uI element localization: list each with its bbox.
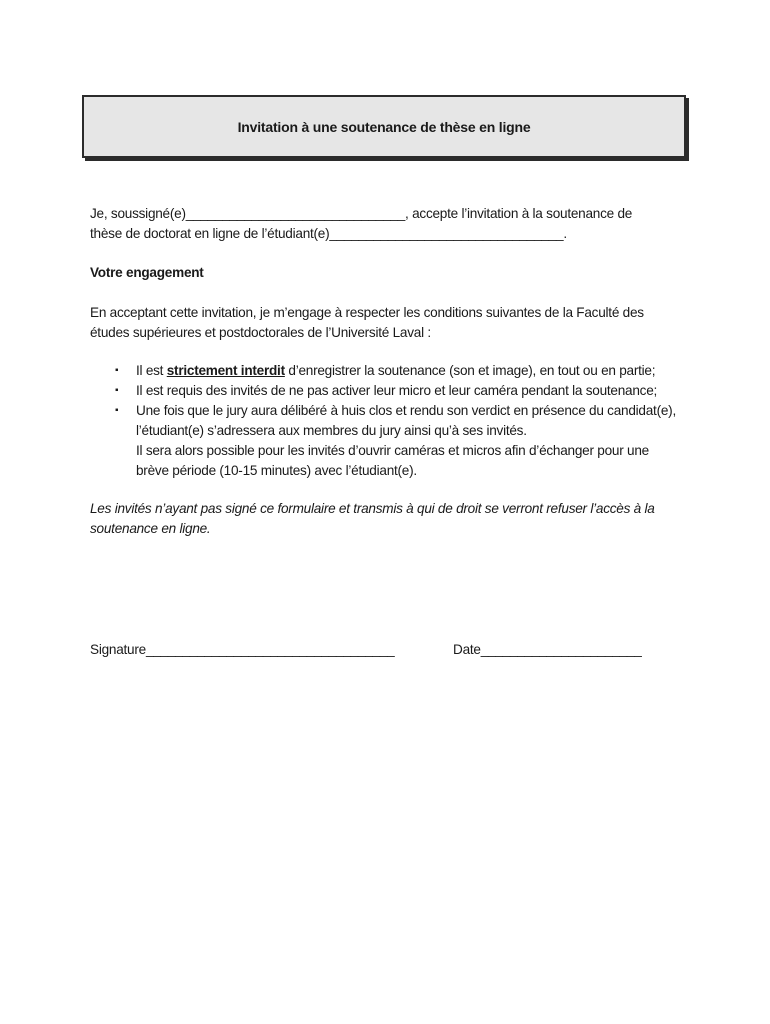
bullet-icon: ▪ xyxy=(115,405,119,416)
intro-paragraph xyxy=(90,204,680,244)
condition-text-after: d’enregistrer la soutenance (son et image), en tout ou en partie; xyxy=(284,363,656,378)
signature-field: Signature__________________________________ xyxy=(90,642,395,657)
date-field: Date______________________ xyxy=(453,642,642,657)
condition-text-line-2: Il sera alors possible pour les invités d’ouvrir caméras et micros afin d’échanger pour une brève période (10-15 minutes) avec l’étudiant(e). xyxy=(136,443,649,478)
bullet-icon: ▪ xyxy=(115,385,119,396)
document-body xyxy=(90,204,680,539)
document-title: Invitation à une soutenance de thèse en ligne xyxy=(237,118,531,135)
signature-row xyxy=(90,640,690,660)
bullet-icon: ▪ xyxy=(115,365,119,376)
condition-text: Il est requis des invités de ne pas activer leur micro et leur caméra pendant la soutenance; xyxy=(136,383,658,398)
intro-line-2: thèse de doctorat en ligne de l’étudiant(e)________________________________. xyxy=(90,226,567,241)
conditions-list xyxy=(90,361,680,481)
condition-text-line-1: Une fois que le jury aura délibéré à huis clos et rendu son verdict en présence du candidat(e), l’étudiant(e) s’adressera aux membres du jury ainsi qu’à ses invités. xyxy=(136,403,676,438)
condition-item xyxy=(90,361,680,381)
intro-line-1: Je, soussigné(e)______________________________, accepte l’invitation à la soutenance de xyxy=(90,206,633,221)
italic-note: Les invités n’ayant pas signé ce formulaire et transmis à qui de droit se verront refuser l’accès à la soutenance en ligne. xyxy=(90,501,655,536)
condition-item xyxy=(90,381,680,401)
condition-item xyxy=(90,401,680,481)
document-title-box xyxy=(82,95,686,158)
condition-text-before: Il est xyxy=(136,363,167,378)
lead-paragraph: En acceptant cette invitation, je m’engage à respecter les conditions suivantes de la Faculté des études supérieures et postdoctorales de l’Université Laval : xyxy=(90,305,644,340)
condition-emphasis: strictement interdit xyxy=(166,363,285,378)
section-heading: Votre engagement xyxy=(90,265,204,280)
